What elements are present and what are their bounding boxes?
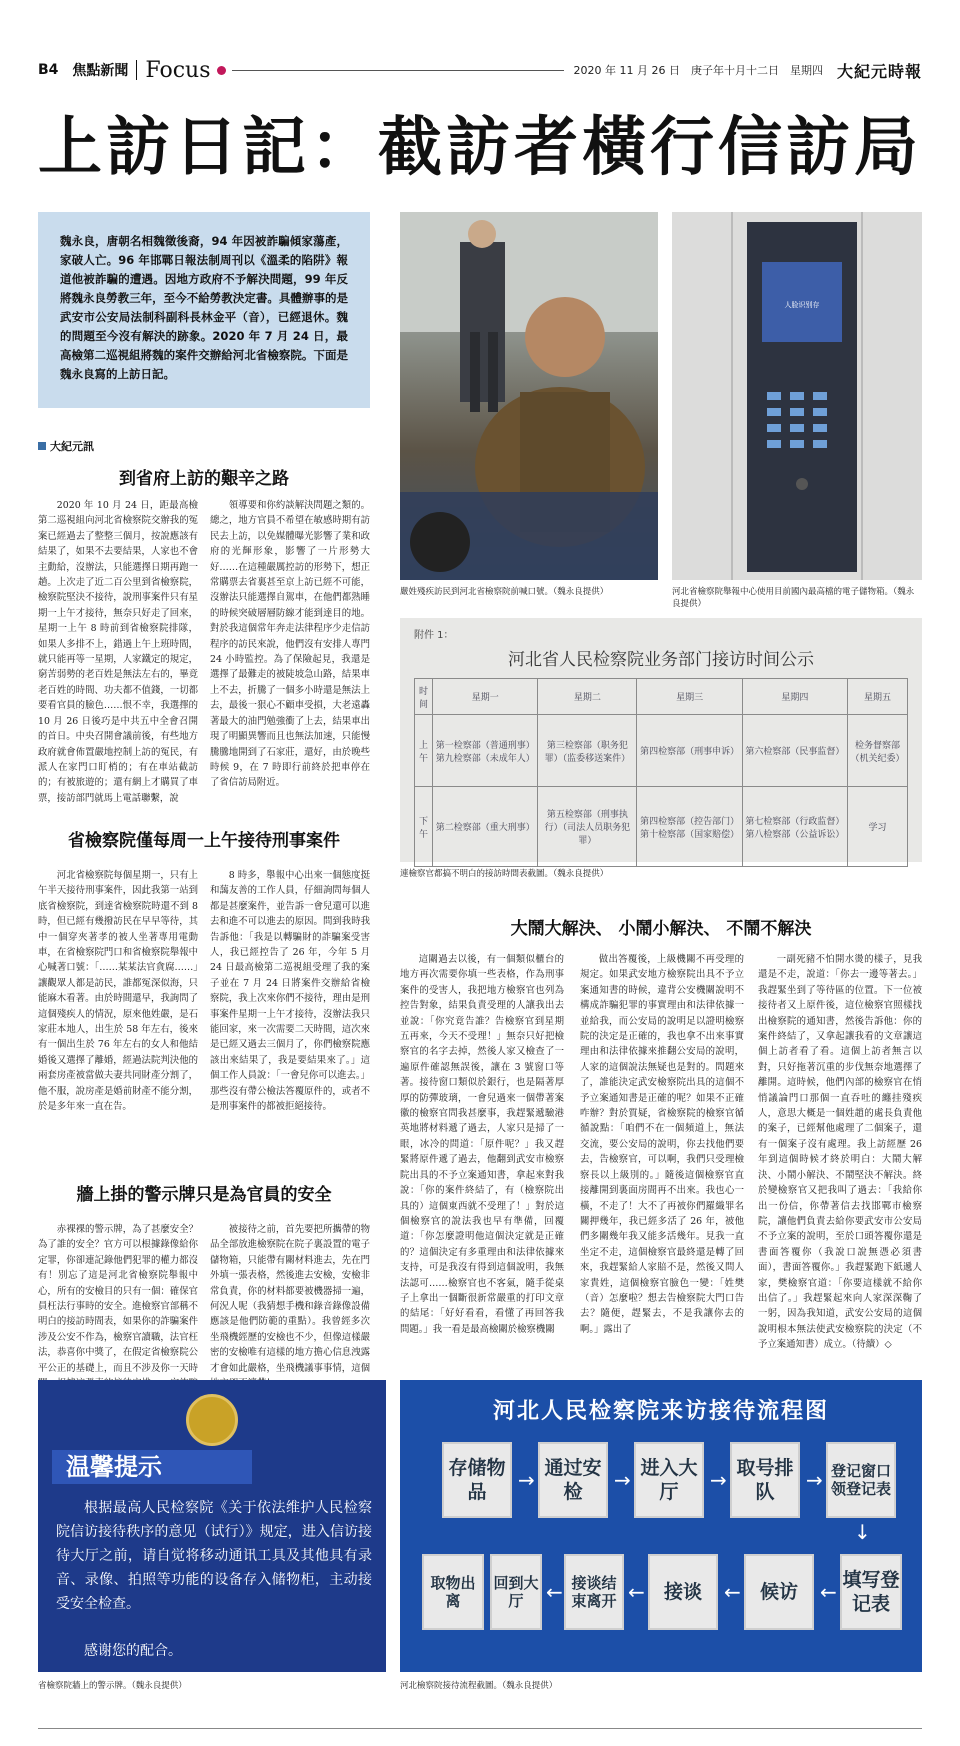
table-header-row [415,679,908,715]
flow-caption: 河北檢察院接待流程截圖。（魏永良提供） [400,1681,558,1691]
section-title-4: 大鬧大解決、 小鬧小解決、 不鬧不解決 [510,919,812,939]
flow-step-wait: 候访 [744,1554,814,1630]
flow-step-leave: 取物出离 [422,1554,484,1630]
table-cell: 第六检察部（民事监督） [742,715,847,787]
flow-step-end: 接谈结束离开 [564,1554,624,1630]
focus-label: Focus [145,57,211,83]
warning-sign-photo [38,1380,386,1672]
emblem-icon [186,1394,238,1446]
flow-step-fill: 填写登记表 [840,1554,902,1630]
arrow-left-icon: ← [628,1580,645,1604]
arrow-right-icon: → [518,1468,535,1492]
table-cell: 时间 [415,679,433,715]
arrow-right-icon: → [806,1468,823,1492]
brand-logo: 大紀元時報 [836,61,922,81]
photo2-caption: 河北省檢察院舉報中心使用目前國內最高檔的電子儲物箱。（魏永良提供） [672,587,915,609]
table-caption: 連檢察官都搞不明白的接訪時間表截圖。（魏永良提供） [400,869,609,879]
section2-col1: 河北省檢察院每個星期一，只有上午半天接待刑事案件，因此我第一站到底省檢察院，到達省檢察院時還不到 8 時，但已經有幾撥訪民在早早等待，其中一個穿夾著孝的被人坐著專用電動車，在省檢察院門口和省檢察院舉報中心喊著口號：「……某某法官貪腐……」讓觀眾人都是訪民，誰都冤深似海，只能麻木看著。由於時間還早，我詢問了這個殘疾人的情況，原來他姓嚴，是石家莊本地人，出生於 58 年左右，後來有一個出生於 76 年左右的女人和他結婚後又選擇了離婚，經過法院判決他的兩套房產被當做夫妻共同財產分割了，他不服，說房產是婚前財產不能分割，於是多年來一直在告。 [38,870,198,1113]
table-cell: 第四检察部（控告部门）第十检察部（国家赔偿） [637,787,742,867]
table-row [415,787,908,867]
flowchart-photo [400,1380,922,1672]
table-cell: 第一检察部（普通刑事）第九检察部（未成年人） [433,715,538,787]
intro-box: 魏永良，唐朝名相魏徵後裔，94 年因被詐騙傾家蕩產，家破人亡。96 年邯鄲日報法制周刊以《溫柔的陷阱》報道他被詐騙的遭遇。因地方政府不予解決問題，99 年反將魏永良勞教三年，至今不給勞教決定書。具體辦事的是武安市公安局法制科副科長林金平（音），已經退休。魏的問題至今沒有解決的跡象。2020 年 7 月 24 日，最高檢第二巡視組將魏的案件交辦給河北省檢察院。下面是魏永良寫的上訪日記。 [38,212,370,408]
attachment-label: 附件 1： [414,630,454,641]
source-square-icon [38,442,46,450]
source-line [38,438,94,454]
sign-thanks: 感谢您的配合。 [84,1643,182,1659]
table-cell: 第七检察部（行政监督）第八检察部（公益诉讼） [742,787,847,867]
section-title-2: 省檢察院僅每周一上午接待刑事案件 [68,831,340,851]
table-cell: 下午 [415,787,433,867]
sign-title: 温馨提示 [52,1450,252,1484]
schedule-title: 河北省人民检察院业务部门接访时间公示 [508,650,814,670]
arrow-left-icon: ← [820,1580,837,1604]
table-cell: 星期二 [538,679,637,715]
locker-illustration [672,212,922,580]
section4-col2: 做出答覆後，上級機關不再受理的規定。如果武安地方檢察院出具不予立案通知書的時候，違背公安機關說明不構成詐騙犯罪的事實理由和法律依據一並給我，而公安局的說明足以證明檢察院的決定是正確的，我也拿不出來事實理由和法律依據來推翻公安局的說明，人家的這個說法無疑也是對的。問題來了，誰能決定武安檢察院出具的這個不予立案通知書是正確的呢？如果不正確咋辦？對於質疑，省檢察院的檢察官循循說點：「咱們不在一個頻道上，無法交流，要公安局的說明，你去找他們要去，告檢察官，可以啊，我們只受理檢察長以上級別的。」隨後這個檢察官直接離開到裏面房間再不出來。我也心一橫，不走了！大不了再被你們羅織罪名關押幾年，我已經多活了 26 年，被他們多關幾年我又能多活幾年。見我一直坐定不走，這個檢察官最終還是轉了回來，我趕緊給人家賠不是，然後又問人家貴姓，這個檢察官臉色一變：「姓樊（音）怎麼啦？想去告檢察院大門口告去？隨便，趕緊去，不是我讓你去的啊。」露出了 [580,954,744,1335]
photo1-caption: 嚴姓殘疾訪民到河北省檢察院前喊口號。（魏永良提供） [400,587,609,597]
arrow-right-icon: → [710,1468,727,1492]
table-cell: 检务督察部（机关纪委） [847,715,907,787]
arrow-left-icon: ← [546,1580,563,1604]
section-title-3: 牆上掛的警示牌只是為官員的安全 [76,1185,332,1205]
footer-rule [38,1728,922,1729]
table-row [415,715,908,787]
focus-dot-icon [217,66,226,75]
flow-step-store: 存储物品 [442,1442,512,1518]
table-cell: 上午 [415,715,433,787]
table-cell: 第三检察部（职务犯罪）（监委移送案件） [538,715,637,787]
flow-step-hall: 进入大厅 [634,1442,704,1518]
flow-step-security: 通过安检 [538,1442,608,1518]
arrow-left-icon: ← [724,1580,741,1604]
table-cell: 第五检察部（刑事执行）（司法人员职务犯罪） [538,787,637,867]
screen-text: 人脸识别存 [784,301,820,309]
flow-step-number: 取号排队 [730,1442,800,1518]
section3-col1: 赤裸裸的警示牌，為了甚麼安全？為了誰的安全？官方可以根據錄像給你定罪，你卻連記錄他們犯罪的權力都沒有！別忘了這是河北省檢察院舉報中心，所有的安檢目的只有一個：確保官員枉法行事時的安全。進檢察官部稱不明白的接訪時間表，如果你的詐騙案件涉及公安不作為，檢察官讀職，法官枉法，恭喜你中獎了，在假定省檢察院公平公正的基礎上，而且不涉及你一天時 [38,1224,198,1374]
section3-col2: 被接待之前，首先要把所攜帶的物品全部放進檢察院在院子裏設置的電子儲物箱，只能帶有關材料進去，先在門外填一張表格，然後進去安檢，安檢非常負責，你的材料都要被機器掃一遍，何況人呢（我猜想手機和錄音錄像設備應該是他們防範的重點）。我曾經多次坐飛機經歷的安檢也不少，但像這樣嚴密的安檢唯有這樣的地方擔心信息洩露才會如此嚴格，坐飛機議事事情，這個 [210,1224,370,1374]
section1-col1: 2020 年 10 月 24 日，距最高檢第二巡視組向河北省檢察院交辦我的冤案已經過去了整整三個月，按說應該有結果了，如果不去要結果，人家也不會主動給，沒辦法，只能選擇日期再跑一趟。上次走了近二百公里到省檢察院，檢察院堅決不接待，說刑事案件只有星期一上午才接待，無奈只好走了回來，星期一上午 8 時前到省檢察院排隊，如果人多排不上，錯過上午上班時間，就只能再等一星期，人家鐵定的規定，窮苦弱勢的老百姓是無法左右的，畢竟老百姓的時間、功夫都不值錢，一切都要看官員的臉色……恨不幸，我選擇的 10 月 26 日後巧是中共五中全會召開的首日。中央召開會議前後，有些地方政府就會佈置嚴地控制上訪的冤民，有派人在家門口盯梢的；有在車站截訪的；有被旅遊的；還有網上才購買了車票，接訪部門就馬上電話聯繫，說 [38,500,198,804]
header-rule [232,70,564,71]
page-number: B4 [38,62,59,78]
headline: 上訪日記：截訪者橫行信訪局 [38,111,922,185]
table-cell: 星期四 [742,679,847,715]
table-cell: 第二检察部（重大刑事） [433,787,538,867]
issue-date: 2020 年 11 月 26 日 庚子年十月十二日 星期四 [573,64,823,77]
schedule-table [414,678,908,867]
flow-step-talk: 接谈 [648,1554,718,1630]
locker-photo [672,212,922,580]
section-title-1: 到省府上訪的艱辛之路 [119,469,289,489]
schedule-photo [400,618,922,862]
table-cell: 星期三 [637,679,742,715]
flow-step-return: 回到大厅 [490,1554,542,1630]
source-label: 大紀元訊 [50,440,94,453]
section-name: 焦點新聞 [72,63,129,79]
section4-col3: 一副死豬不怕開水燙的樣子，見我還是不走，說道：「你去一邊等著去。」我趕緊坐到了等待區的位置。下一位被接待者又上原件後，這位檢察官照樣找出檢察院的通知書，然後告訴他：你的案件終結了，又拿起讓我看的文章讓這個上訪者看了看。這個上訪者無言以對，只好拖著沉重的步伐無奈地選擇了離開。這時候，他們內部的檢察官在悄悄議論門口那個一直吞吐的纏挂殘疾人，意思大概是一個姓趙的處長負責他的案子，已經幫他處理了二個案子，還有一個案子沒有處理。我上訪經歷 26 年到這個時候才終於明白：大鬧大解決、小鬧小解決、不鬧堅決不解決。終於變檢察官又把我叫了過去：「我給你出一份信，你帶著信去找邯鄲市檢察院，讓他們負責去給你要武安市公安局不予立案的說明，至於口頭答覆你還是書面答覆你（我說口說無憑必須書面），書面答覆你。」我趕緊跑下紙遞人家，樊檢察官道：「你要這樣就不給你出信了。」我趕緊起來向人家深深鞠了一躬，因為我知道，武安公安局的這個說明根本無法使武安檢察院的決定（不予立案通知書）成立。（待續）◇ [758,954,922,1351]
protester-illustration [400,212,658,580]
divider [136,60,137,80]
table-cell: 星期五 [847,679,907,715]
arrow-right-icon: → [614,1468,631,1492]
table-cell: 学习 [847,787,907,867]
sign-text: 根据最高人民检察院《关于依法维护人民检察院信访接待秩序的意见（试行）》规定，进入信访接待大厅之前，请自觉将移动通讯工具及其他具有录音、录像、拍照等功能的设备存入储物柜，主动接受安全检查。 [56,1500,372,1612]
sign-caption: 省檢察院牆上的警示牌。（魏永良提供） [38,1681,187,1691]
protester-photo [400,212,658,580]
flow-step-register: 登记窗口领登记表 [826,1442,896,1518]
section1-col2: 領導要和你約談解決問題之類的。總之，地方官員不希望在敏感時期有訪民去上訪，以免媒體曝光影響了業和政府的光輝形象，影響了一片形勢大好……在這種嚴厲控訪的形勢下，想正常購票去省裏甚至京上訪已經不可能，沒辦法只能選擇自駕車，在他們都熟睡的時候突破層層防線才能到達目的地。對於我這個常年奔走法律程序少走信訪程序的訪民來說，他們沒有安排人專門 24 小時監控。為了保險起見，我還是選擇了最難走的被陡坡急山路，結果車上不去，折騰了一個多小時還是無法上去，最後一狠心不顧車受損，大老遠轟著最大的油門勉強衝了上去，結果車出現了明顯異響而且也無法加速，只能慢騰騰地開到了石家莊，還好，由於晚些時候 9，在 7 時即行前終於把車停在了省信訪局附近。 [210,500,370,789]
table-cell: 星期一 [433,679,538,715]
table-cell: 第四检察部（刑事申诉） [637,715,742,787]
section4-col1: 這關過去以後，有一個類似櫃台的地方再次需要你填一些表格，作為刑事案件的受害人，我把地方檢察官也列為控告對象，結果負責受理的人讓我出去並說：「你究竟告誰？告檢察官到星期五再來，今天不受理！」無奈只好把檢察官的名字去掉，然後人家又檢查了一遍原件確認無誤後，讓在 3 號窗口等著。接待窗口類似於銀行，也是隔著厚厚的防彈玻璃，一會兒過來一個帶著案徽的檢察官問我甚麼事，我趕緊遞驗港英地將材料遞了過去，人家只是掃了一眼，冰冷的問道：「原件呢？」我又趕緊將原件遞了過去，他翻到武安市檢察院出具的不予立案通知書，拿起來對我說：「你的案件終結了，有（檢察院出具的）這個東西就不受理了！」對於這個檢察官的說法我也早有準備，回覆道：「你怎麼證明他這個決定就是正確的？這個決定有多重理由和法律依據來支持，可是我沒有得到這個說明，我無法認可……檢察官也不客氣，隨手從桌子上拿出一個斷很新常嚴重的打印文章的結尾：「好好看看，看懂了再回答我問題。」我一看是最高檢關於檢察機關 [400,954,564,1335]
arrow-down-icon: ↓ [854,1520,871,1544]
masthead [38,58,922,82]
section2-col2: 8 時多，舉報中心出來一個態度挺和藹友善的工作人員，仔細詢問每個人都是甚麼案件，並告訴一會兒還可以進去和進不可以進去的原因。問到我時我告訴他：「我是以轉騙財的詐騙案受害人，我已經控告了 26 年，今年 5 月 24 日最高檢第二巡視組受理了我的案子並在 7 月 24 日將案件交辦給省檢察院，我上次來你們不接待，理由是刑事案件星期一上午才接待，沒辦法我只能回家，來一次需要二天時間，這次來是已經又過去三個月了，你們檢察院應該出來結果了，我是要結果來了。」這個工作人員說：「一會兒你可以進去。」那些沒有帶公檢法答覆原件的，或者不是刑事案件的都被拒絕接待。 [210,870,370,1113]
flow-title: 河北人民检察院来访接待流程图 [492,1399,829,1424]
